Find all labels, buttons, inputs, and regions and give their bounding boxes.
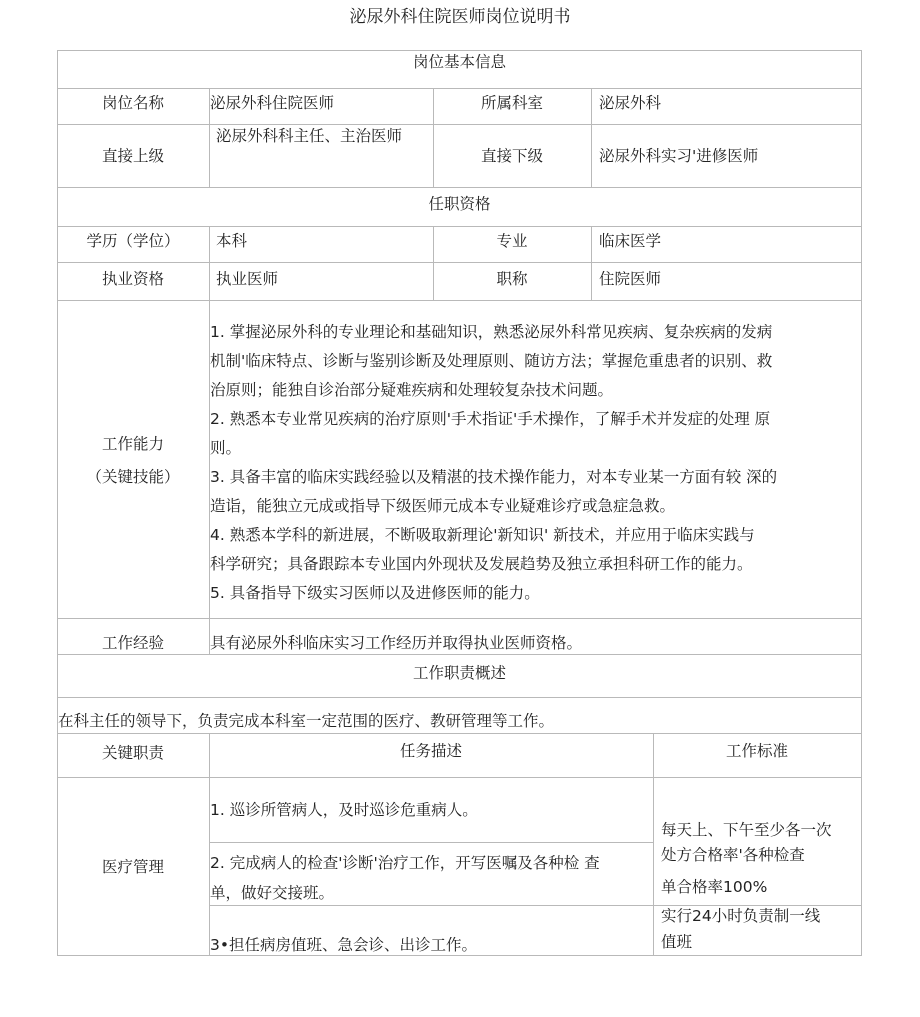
rule xyxy=(57,777,862,778)
standard-3-line-1: 实行24小时负责制一线 xyxy=(661,907,821,925)
ability-line: 1. 掌握泌尿外科的专业理论和基础知识，熟悉泌尿外科常见疾病、复杂疾病的发病 xyxy=(210,323,773,341)
ability-line: 3. 具备丰富的临床实践经验以及精湛的技术操作能力，对本专业某一方面有较 深的 xyxy=(210,468,778,486)
ability-line: 科学研究；具备跟踪本专业国内外现状及发展趋势及独立承担科研工作的能力。 xyxy=(210,555,753,573)
standard-1: 每天上、下午至少各一次 xyxy=(661,821,832,839)
ability-line: 造诣，能独立元成或指导下级医师元成本专业疑难诊疗或急症急救。 xyxy=(210,497,676,515)
ability-line: 治原则；能独自诊治部分疑难疾病和处理较复杂技术问题。 xyxy=(210,381,614,399)
position-name-value: 泌尿外科住院医师 xyxy=(210,94,335,112)
experience-value: 具有泌尿外科临床实习工作经历并取得执业医师资格。 xyxy=(210,634,583,652)
position-name-label: 岗位名称 xyxy=(101,94,164,112)
ability-line: 4. 熟悉本学科的新进展，不断吸取新理论'新知识' 新技术，并应用于临床实践与 xyxy=(210,526,755,544)
rule xyxy=(209,842,653,843)
title-label: 职称 xyxy=(496,270,528,288)
department-value: 泌尿外科 xyxy=(599,94,662,112)
standard-3-line-2: 值班 xyxy=(661,933,693,951)
duties-summary: 在科主任的领导下，负责完成本科室一定范围的医疗、教研管理等工作。 xyxy=(58,712,555,730)
education-label: 学历（学位） xyxy=(86,232,180,250)
rule-top xyxy=(57,50,862,51)
license-value: 执业医师 xyxy=(216,270,279,288)
ability-line: 机制'临床特点、诊断与鉴别诊断及处理原则、随访方法；掌握危重患者的识别、救 xyxy=(210,352,773,370)
license-label: 执业资格 xyxy=(101,270,164,288)
rule xyxy=(591,226,592,301)
ability-description xyxy=(210,318,860,608)
major-label: 专业 xyxy=(496,232,528,250)
ability-line: 5. 具备指导下级实习医师以及进修医师的能力。 xyxy=(210,584,540,602)
rule xyxy=(653,733,654,956)
subordinate-label: 直接下级 xyxy=(480,147,543,165)
department-label: 所属科室 xyxy=(480,94,543,112)
ability-line: 则。 xyxy=(210,439,242,457)
rule xyxy=(57,618,862,619)
task-3: 3•担任病房值班、急会诊、出诊工作。 xyxy=(210,936,478,954)
rule-left xyxy=(57,50,58,956)
col-header-standard: 工作标准 xyxy=(725,742,788,760)
superior-label: 直接上级 xyxy=(101,147,164,165)
section-header-qualifications: 任职资格 xyxy=(428,195,491,213)
standard-2-line-2: 单合格率100% xyxy=(661,878,768,896)
rule xyxy=(57,124,862,125)
rule xyxy=(57,733,862,734)
document-title: 泌尿外科住院医师岗位说明书 xyxy=(349,7,571,27)
ability-line: 2. 熟悉本专业常见疾病的治疗原则'手术指证'手术操作，了解手术并发症的处理 原 xyxy=(210,410,771,428)
ability-label: 工作能力 xyxy=(101,435,164,453)
rule xyxy=(209,733,210,956)
rule xyxy=(591,88,592,188)
experience-label: 工作经验 xyxy=(101,634,164,652)
superior-value: 泌尿外科科主任、主治医师 xyxy=(216,127,403,145)
task-1: 1. 巡诊所管病人，及时巡诊危重病人。 xyxy=(210,801,478,819)
title-value: 住院医师 xyxy=(599,270,662,288)
task-2-line-2: 单，做好交接班。 xyxy=(210,884,335,902)
section-header-duties: 工作职责概述 xyxy=(412,664,506,682)
subordinate-value: 泌尿外科实习'进修医师 xyxy=(599,147,759,165)
standard-2-line-1: 处方合格率'各种检查 xyxy=(661,846,805,864)
rule xyxy=(57,226,862,227)
education-value: 本科 xyxy=(216,232,248,250)
rule xyxy=(209,905,653,906)
rule xyxy=(57,88,862,89)
rule xyxy=(57,262,862,263)
ability-sublabel: （关键技能） xyxy=(86,468,180,486)
rule xyxy=(57,187,862,188)
rule xyxy=(57,654,862,655)
section-header-basic-info: 岗位基本信息 xyxy=(412,53,506,71)
col-header-task: 任务描述 xyxy=(399,742,462,760)
rule-right xyxy=(861,50,862,956)
rule xyxy=(57,697,862,698)
task-2-line-1: 2. 完成病人的检查'诊断'治疗工作，开写医嘱及各种检 查 xyxy=(210,854,600,872)
medical-management-label: 医疗管理 xyxy=(101,858,164,876)
rule-bottom xyxy=(57,955,862,956)
major-value: 临床医学 xyxy=(599,232,662,250)
rule xyxy=(57,300,862,301)
col-header-key-duty: 关键职责 xyxy=(101,744,164,762)
